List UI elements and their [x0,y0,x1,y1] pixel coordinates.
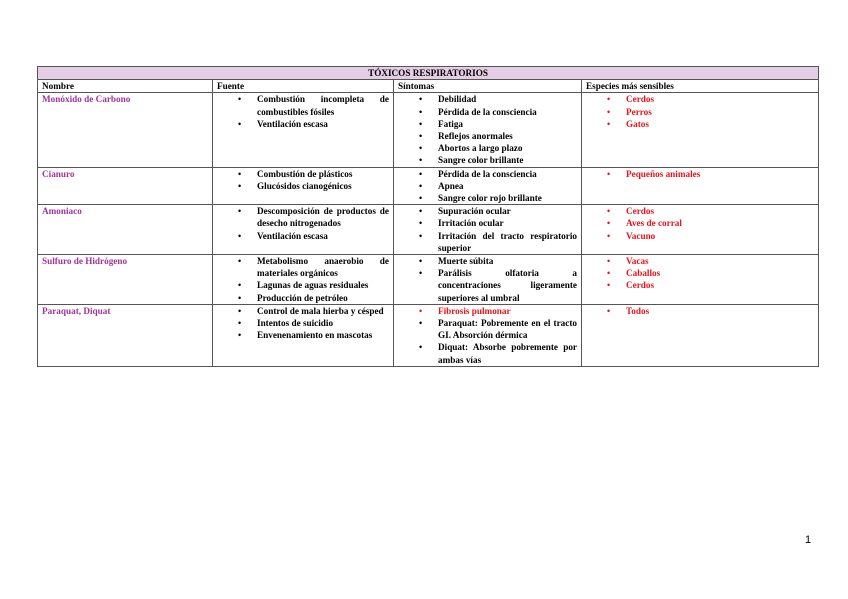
list-item: • Debilidad [438,93,577,105]
list-item: • Gatos [626,118,814,130]
list-item: • Producción de petróleo [257,292,389,304]
sintomas-cell [394,93,582,167]
list-item: • Pérdida de la consciencia [438,106,577,118]
list-item: • Pequeños animales [626,168,814,180]
list-item: • Vacuno [626,230,814,242]
list-item: • Intentos de suicidio [257,317,389,329]
toxics-table [37,66,819,367]
sintomas-cell [394,255,582,305]
especies-cell [582,205,819,255]
table-row [38,304,819,366]
list-item: • Irritación ocular [438,217,577,229]
list-item: • Supuración ocular [438,205,577,217]
page-number: 1 [805,534,812,546]
table-title: TÓXICOS RESPIRATORIOS [38,67,819,80]
list-item: • Control de mala hierba y césped [257,305,389,317]
list-item: • Ventilación escasa [257,230,389,242]
list-item: • Apnea [438,180,577,192]
header-sintomas: Síntomas [394,80,582,93]
list-item: • Caballos [626,267,814,279]
table-row [38,205,819,255]
sintomas-cell [394,167,582,205]
header-especies: Especies más sensibles [582,80,819,93]
fuente-cell [213,304,394,366]
toxic-name: Amoniaco [38,205,213,255]
especies-cell [582,167,819,205]
toxic-name: Monóxido de Carbono [38,93,213,167]
especies-cell [582,304,819,366]
table-row [38,255,819,305]
list-item: • Cerdos [626,205,814,217]
fuente-cell [213,167,394,205]
fuente-cell [213,255,394,305]
list-item: • Abortos a largo plazo [438,142,577,154]
list-item: • Glucósidos cianogénicos [257,180,389,192]
list-item: • Fatiga [438,118,577,130]
list-item: • Cerdos [626,93,814,105]
list-item: • Sangre color brillante [438,154,577,166]
list-item: • Irritación del tracto respiratorio superior [438,230,577,254]
fuente-cell [213,205,394,255]
list-item: • Aves de corral [626,217,814,229]
list-item: • Combustión incompleta de combustibles fósiles [257,93,389,117]
header-row [38,80,819,93]
sintomas-cell [394,304,582,366]
header-nombre: Nombre [38,80,213,93]
list-item: • Perros [626,106,814,118]
list-item: • Muerte súbita [438,255,577,267]
table-title-row [38,67,819,80]
fuente-cell [213,93,394,167]
list-item: • Fibrosis pulmonar [438,305,577,317]
especies-cell [582,255,819,305]
especies-cell [582,93,819,167]
sintomas-cell [394,205,582,255]
list-item: • Paraquat: Pobremente en el tracto GI. Absorción dérmica [438,317,577,341]
toxic-name: Sulfuro de Hidrógeno [38,255,213,305]
list-item: • Parálisis olfatoria a concentraciones ligeramente superiores al umbral [438,267,577,304]
list-item: • Vacas [626,255,814,267]
table-row [38,167,819,205]
list-item: • Metabolismo anaerobio de materiales orgánicos [257,255,389,279]
list-item: • Ventilación escasa [257,118,389,130]
toxic-name: Cianuro [38,167,213,205]
list-item: • Todos [626,305,814,317]
list-item: • Combustión de plásticos [257,168,389,180]
list-item: • Envenenamiento en mascotas [257,329,389,341]
list-item: • Sangre color rojo brillante [438,192,577,204]
header-fuente: Fuente [213,80,394,93]
list-item: • Diquat: Absorbe pobremente por ambas vías [438,341,577,365]
list-item: • Reflejos anormales [438,130,577,142]
list-item: • Cerdos [626,279,814,291]
list-item: • Lagunas de aguas residuales [257,279,389,291]
list-item: • Pérdida de la consciencia [438,168,577,180]
table-row [38,93,819,167]
toxic-name: Paraquat, Diquat [38,304,213,366]
list-item: • Descomposición de productos de desecho nitrogenados [257,205,389,229]
